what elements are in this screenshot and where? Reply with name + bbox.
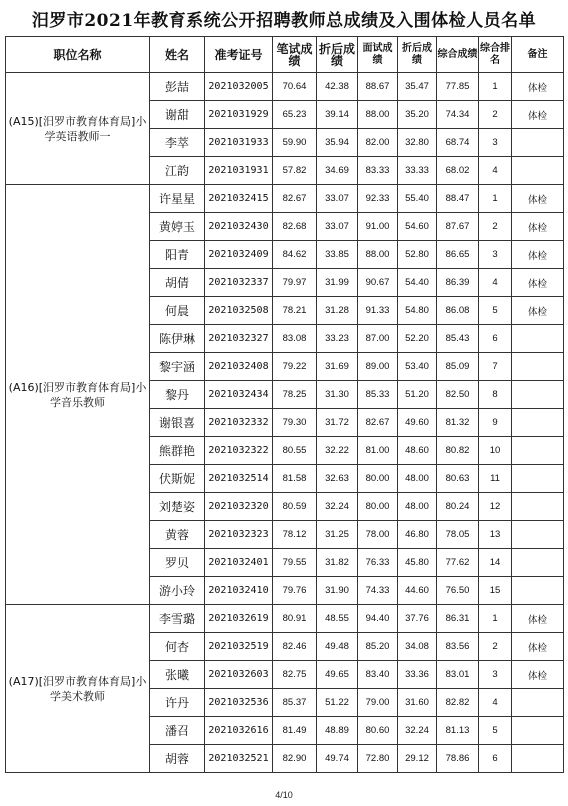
cell-rank: 14 xyxy=(479,549,512,577)
cell-exam-id: 2021032603 xyxy=(205,661,273,689)
cell-written-score: 79.30 xyxy=(273,409,317,437)
cell-interview-converted: 33.36 xyxy=(398,661,437,689)
cell-total-score: 74.34 xyxy=(437,101,479,129)
cell-written-score: 79.22 xyxy=(273,353,317,381)
cell-note: 体检 xyxy=(512,213,564,241)
cell-total-score: 68.74 xyxy=(437,129,479,157)
cell-written-converted: 31.69 xyxy=(317,353,358,381)
cell-exam-id: 2021032323 xyxy=(205,521,273,549)
cell-interview-converted: 32.24 xyxy=(398,717,437,745)
cell-name: 李萃 xyxy=(150,129,205,157)
cell-name: 何杏 xyxy=(150,633,205,661)
cell-interview-converted: 54.40 xyxy=(398,269,437,297)
cell-name: 游小玲 xyxy=(150,577,205,605)
cell-written-converted: 32.22 xyxy=(317,437,358,465)
cell-exam-id: 2021032332 xyxy=(205,409,273,437)
cell-total-score: 85.43 xyxy=(437,325,479,353)
cell-total-score: 76.50 xyxy=(437,577,479,605)
cell-written-score: 78.21 xyxy=(273,297,317,325)
cell-interview-score: 92.33 xyxy=(358,185,398,213)
cell-written-converted: 35.94 xyxy=(317,129,358,157)
cell-note xyxy=(512,717,564,745)
cell-rank: 3 xyxy=(479,241,512,269)
cell-total-score: 83.01 xyxy=(437,661,479,689)
cell-name: 熊群艳 xyxy=(150,437,205,465)
table-row xyxy=(6,73,564,101)
cell-interview-score: 80.00 xyxy=(358,493,398,521)
header-total-score: 综合成绩 xyxy=(437,37,479,73)
cell-exam-id: 2021032327 xyxy=(205,325,273,353)
cell-exam-id: 2021032320 xyxy=(205,493,273,521)
cell-written-score: 82.90 xyxy=(273,745,317,773)
cell-interview-score: 87.00 xyxy=(358,325,398,353)
cell-total-score: 88.47 xyxy=(437,185,479,213)
cell-rank: 5 xyxy=(479,717,512,745)
cell-name: 黎丹 xyxy=(150,381,205,409)
cell-written-converted: 49.74 xyxy=(317,745,358,773)
cell-written-score: 59.90 xyxy=(273,129,317,157)
cell-written-score: 78.25 xyxy=(273,381,317,409)
cell-name: 潘召 xyxy=(150,717,205,745)
cell-written-score: 78.12 xyxy=(273,521,317,549)
header-row xyxy=(6,37,564,73)
cell-note xyxy=(512,409,564,437)
cell-written-score: 82.46 xyxy=(273,633,317,661)
cell-written-converted: 31.99 xyxy=(317,269,358,297)
cell-exam-id: 2021032322 xyxy=(205,437,273,465)
cell-interview-score: 72.80 xyxy=(358,745,398,773)
cell-interview-score: 82.00 xyxy=(358,129,398,157)
cell-exam-id: 2021032434 xyxy=(205,381,273,409)
cell-total-score: 80.24 xyxy=(437,493,479,521)
cell-note: 体检 xyxy=(512,269,564,297)
cell-rank: 3 xyxy=(479,129,512,157)
cell-written-score: 81.49 xyxy=(273,717,317,745)
cell-name: 江韵 xyxy=(150,157,205,185)
cell-written-score: 83.08 xyxy=(273,325,317,353)
cell-written-converted: 32.24 xyxy=(317,493,358,521)
cell-written-score: 79.55 xyxy=(273,549,317,577)
cell-note: 体检 xyxy=(512,185,564,213)
cell-interview-score: 91.33 xyxy=(358,297,398,325)
cell-note xyxy=(512,437,564,465)
cell-note: 体检 xyxy=(512,241,564,269)
cell-note: 体检 xyxy=(512,297,564,325)
cell-note xyxy=(512,157,564,185)
cell-total-score: 86.39 xyxy=(437,269,479,297)
cell-written-converted: 49.48 xyxy=(317,633,358,661)
cell-rank: 2 xyxy=(479,101,512,129)
cell-total-score: 82.82 xyxy=(437,689,479,717)
cell-exam-id: 2021032430 xyxy=(205,213,273,241)
cell-rank: 12 xyxy=(479,493,512,521)
cell-exam-id: 2021032409 xyxy=(205,241,273,269)
cell-written-converted: 33.07 xyxy=(317,213,358,241)
cell-written-converted: 31.72 xyxy=(317,409,358,437)
cell-interview-converted: 48.60 xyxy=(398,437,437,465)
cell-written-converted: 31.90 xyxy=(317,577,358,605)
cell-name: 胡蓉 xyxy=(150,745,205,773)
cell-interview-score: 91.00 xyxy=(358,213,398,241)
cell-exam-id: 2021032508 xyxy=(205,297,273,325)
cell-interview-converted: 54.80 xyxy=(398,297,437,325)
cell-name: 伏斯妮 xyxy=(150,465,205,493)
cell-written-score: 85.37 xyxy=(273,689,317,717)
cell-interview-score: 80.00 xyxy=(358,465,398,493)
cell-interview-converted: 48.00 xyxy=(398,465,437,493)
cell-rank: 7 xyxy=(479,353,512,381)
cell-rank: 4 xyxy=(479,689,512,717)
cell-rank: 2 xyxy=(479,213,512,241)
cell-rank: 1 xyxy=(479,185,512,213)
cell-total-score: 86.31 xyxy=(437,605,479,633)
cell-note xyxy=(512,549,564,577)
header-exam-id: 准考证号 xyxy=(205,37,273,73)
cell-total-score: 81.32 xyxy=(437,409,479,437)
cell-written-converted: 48.55 xyxy=(317,605,358,633)
results-table xyxy=(5,36,564,773)
cell-rank: 6 xyxy=(479,325,512,353)
cell-name: 阳青 xyxy=(150,241,205,269)
table-row xyxy=(6,605,564,633)
cell-total-score: 81.13 xyxy=(437,717,479,745)
cell-written-converted: 31.28 xyxy=(317,297,358,325)
page-number: 4/10 xyxy=(275,790,293,800)
cell-total-score: 82.50 xyxy=(437,381,479,409)
cell-name: 谢甜 xyxy=(150,101,205,129)
cell-total-score: 77.62 xyxy=(437,549,479,577)
cell-exam-id: 2021032410 xyxy=(205,577,273,605)
cell-name: 黎宇涵 xyxy=(150,353,205,381)
cell-rank: 3 xyxy=(479,661,512,689)
cell-rank: 10 xyxy=(479,437,512,465)
cell-name: 许丹 xyxy=(150,689,205,717)
cell-total-score: 87.67 xyxy=(437,213,479,241)
cell-interview-score: 82.67 xyxy=(358,409,398,437)
cell-written-score: 80.55 xyxy=(273,437,317,465)
cell-interview-converted: 53.40 xyxy=(398,353,437,381)
cell-written-score: 81.58 xyxy=(273,465,317,493)
header-name: 姓名 xyxy=(150,37,205,73)
cell-written-converted: 51.22 xyxy=(317,689,358,717)
cell-rank: 8 xyxy=(479,381,512,409)
cell-interview-converted: 52.20 xyxy=(398,325,437,353)
cell-interview-score: 81.00 xyxy=(358,437,398,465)
cell-name: 陈伊琳 xyxy=(150,325,205,353)
cell-interview-score: 79.00 xyxy=(358,689,398,717)
cell-name: 罗贝 xyxy=(150,549,205,577)
cell-exam-id: 2021032616 xyxy=(205,717,273,745)
cell-written-converted: 31.30 xyxy=(317,381,358,409)
cell-total-score: 68.02 xyxy=(437,157,479,185)
cell-written-converted: 31.25 xyxy=(317,521,358,549)
cell-rank: 1 xyxy=(479,605,512,633)
cell-written-score: 79.97 xyxy=(273,269,317,297)
cell-note: 体检 xyxy=(512,605,564,633)
cell-interview-score: 88.00 xyxy=(358,241,398,269)
cell-name: 许星星 xyxy=(150,185,205,213)
cell-written-score: 82.68 xyxy=(273,213,317,241)
cell-note: 体检 xyxy=(512,101,564,129)
cell-exam-id: 2021032401 xyxy=(205,549,273,577)
cell-position: (A15)[汨罗市教育体育局]小学英语教师一 xyxy=(6,73,150,185)
cell-rank: 1 xyxy=(479,73,512,101)
cell-written-converted: 39.14 xyxy=(317,101,358,129)
cell-interview-score: 94.40 xyxy=(358,605,398,633)
cell-exam-id: 2021031933 xyxy=(205,129,273,157)
cell-rank: 4 xyxy=(479,157,512,185)
cell-rank: 13 xyxy=(479,521,512,549)
cell-interview-converted: 49.60 xyxy=(398,409,437,437)
cell-interview-converted: 54.60 xyxy=(398,213,437,241)
cell-interview-score: 83.33 xyxy=(358,157,398,185)
cell-note xyxy=(512,381,564,409)
cell-exam-id: 2021032619 xyxy=(205,605,273,633)
cell-position: (A17)[汨罗市教育体育局]小学美术教师 xyxy=(6,605,150,773)
cell-name: 谢银喜 xyxy=(150,409,205,437)
cell-note xyxy=(512,521,564,549)
cell-position: (A16)[汨罗市教育体育局]小学音乐教师 xyxy=(6,185,150,605)
cell-interview-converted: 35.47 xyxy=(398,73,437,101)
header-position: 职位名称 xyxy=(6,37,150,73)
cell-note xyxy=(512,577,564,605)
cell-interview-score: 80.60 xyxy=(358,717,398,745)
cell-written-converted: 33.85 xyxy=(317,241,358,269)
cell-written-converted: 33.23 xyxy=(317,325,358,353)
cell-exam-id: 2021032536 xyxy=(205,689,273,717)
cell-written-converted: 48.89 xyxy=(317,717,358,745)
cell-total-score: 78.05 xyxy=(437,521,479,549)
cell-written-converted: 31.82 xyxy=(317,549,358,577)
header-written-score: 笔试成绩 xyxy=(273,37,317,73)
table-body xyxy=(6,73,564,773)
cell-interview-score: 78.00 xyxy=(358,521,398,549)
cell-written-converted: 42.38 xyxy=(317,73,358,101)
cell-interview-score: 83.40 xyxy=(358,661,398,689)
cell-written-score: 82.75 xyxy=(273,661,317,689)
cell-interview-converted: 45.80 xyxy=(398,549,437,577)
cell-interview-converted: 31.60 xyxy=(398,689,437,717)
cell-written-converted: 32.63 xyxy=(317,465,358,493)
cell-name: 黄婷玉 xyxy=(150,213,205,241)
cell-written-score: 65.23 xyxy=(273,101,317,129)
cell-interview-score: 88.67 xyxy=(358,73,398,101)
cell-exam-id: 2021032519 xyxy=(205,633,273,661)
page-title: 汨罗市2021年教育系统公开招聘教师总成绩及入围体检人员名单 xyxy=(31,11,537,31)
cell-total-score: 83.56 xyxy=(437,633,479,661)
cell-interview-score: 90.67 xyxy=(358,269,398,297)
header-interview-converted: 折后成绩 xyxy=(398,37,437,73)
cell-exam-id: 2021031931 xyxy=(205,157,273,185)
cell-rank: 6 xyxy=(479,745,512,773)
cell-interview-score: 85.20 xyxy=(358,633,398,661)
cell-written-converted: 34.69 xyxy=(317,157,358,185)
cell-written-score: 84.62 xyxy=(273,241,317,269)
cell-written-score: 82.67 xyxy=(273,185,317,213)
cell-name: 张曦 xyxy=(150,661,205,689)
cell-note xyxy=(512,493,564,521)
cell-interview-converted: 55.40 xyxy=(398,185,437,213)
cell-name: 黄蓉 xyxy=(150,521,205,549)
header-rank: 综合排名 xyxy=(479,37,512,73)
cell-rank: 4 xyxy=(479,269,512,297)
cell-name: 李雪璐 xyxy=(150,605,205,633)
cell-written-converted: 49.65 xyxy=(317,661,358,689)
cell-exam-id: 2021032337 xyxy=(205,269,273,297)
cell-name: 刘楚姿 xyxy=(150,493,205,521)
cell-rank: 11 xyxy=(479,465,512,493)
cell-exam-id: 2021032514 xyxy=(205,465,273,493)
cell-interview-score: 76.33 xyxy=(358,549,398,577)
cell-name: 彭喆 xyxy=(150,73,205,101)
cell-note xyxy=(512,689,564,717)
cell-note: 体检 xyxy=(512,661,564,689)
cell-total-score: 86.08 xyxy=(437,297,479,325)
cell-written-score: 80.91 xyxy=(273,605,317,633)
cell-interview-converted: 37.76 xyxy=(398,605,437,633)
cell-interview-converted: 35.20 xyxy=(398,101,437,129)
cell-interview-score: 85.33 xyxy=(358,381,398,409)
cell-interview-converted: 52.80 xyxy=(398,241,437,269)
cell-rank: 2 xyxy=(479,633,512,661)
cell-total-score: 78.86 xyxy=(437,745,479,773)
cell-rank: 9 xyxy=(479,409,512,437)
cell-rank: 15 xyxy=(479,577,512,605)
cell-interview-converted: 34.08 xyxy=(398,633,437,661)
cell-interview-converted: 32.80 xyxy=(398,129,437,157)
cell-note xyxy=(512,745,564,773)
cell-total-score: 77.85 xyxy=(437,73,479,101)
cell-written-score: 70.64 xyxy=(273,73,317,101)
cell-note: 体检 xyxy=(512,633,564,661)
cell-interview-converted: 33.33 xyxy=(398,157,437,185)
cell-interview-converted: 48.00 xyxy=(398,493,437,521)
cell-interview-converted: 44.60 xyxy=(398,577,437,605)
cell-total-score: 80.82 xyxy=(437,437,479,465)
cell-note: 体检 xyxy=(512,73,564,101)
cell-note xyxy=(512,325,564,353)
cell-interview-converted: 51.20 xyxy=(398,381,437,409)
cell-written-converted: 33.07 xyxy=(317,185,358,213)
cell-exam-id: 2021032521 xyxy=(205,745,273,773)
cell-exam-id: 2021032408 xyxy=(205,353,273,381)
cell-name: 何晨 xyxy=(150,297,205,325)
cell-interview-converted: 29.12 xyxy=(398,745,437,773)
cell-total-score: 80.63 xyxy=(437,465,479,493)
cell-interview-converted: 46.80 xyxy=(398,521,437,549)
cell-name: 胡倩 xyxy=(150,269,205,297)
cell-note xyxy=(512,465,564,493)
header-note: 备注 xyxy=(512,37,564,73)
cell-written-score: 57.82 xyxy=(273,157,317,185)
cell-interview-score: 88.00 xyxy=(358,101,398,129)
cell-interview-score: 74.33 xyxy=(358,577,398,605)
cell-note xyxy=(512,353,564,381)
header-interview-score: 面试成绩 xyxy=(358,37,398,73)
cell-note xyxy=(512,129,564,157)
cell-exam-id: 2021031929 xyxy=(205,101,273,129)
cell-exam-id: 2021032415 xyxy=(205,185,273,213)
cell-exam-id: 2021032005 xyxy=(205,73,273,101)
cell-rank: 5 xyxy=(479,297,512,325)
header-written-converted: 折后成绩 xyxy=(317,37,358,73)
cell-written-score: 80.59 xyxy=(273,493,317,521)
cell-total-score: 85.09 xyxy=(437,353,479,381)
cell-interview-score: 89.00 xyxy=(358,353,398,381)
table-row xyxy=(6,185,564,213)
cell-total-score: 86.65 xyxy=(437,241,479,269)
cell-written-score: 79.76 xyxy=(273,577,317,605)
